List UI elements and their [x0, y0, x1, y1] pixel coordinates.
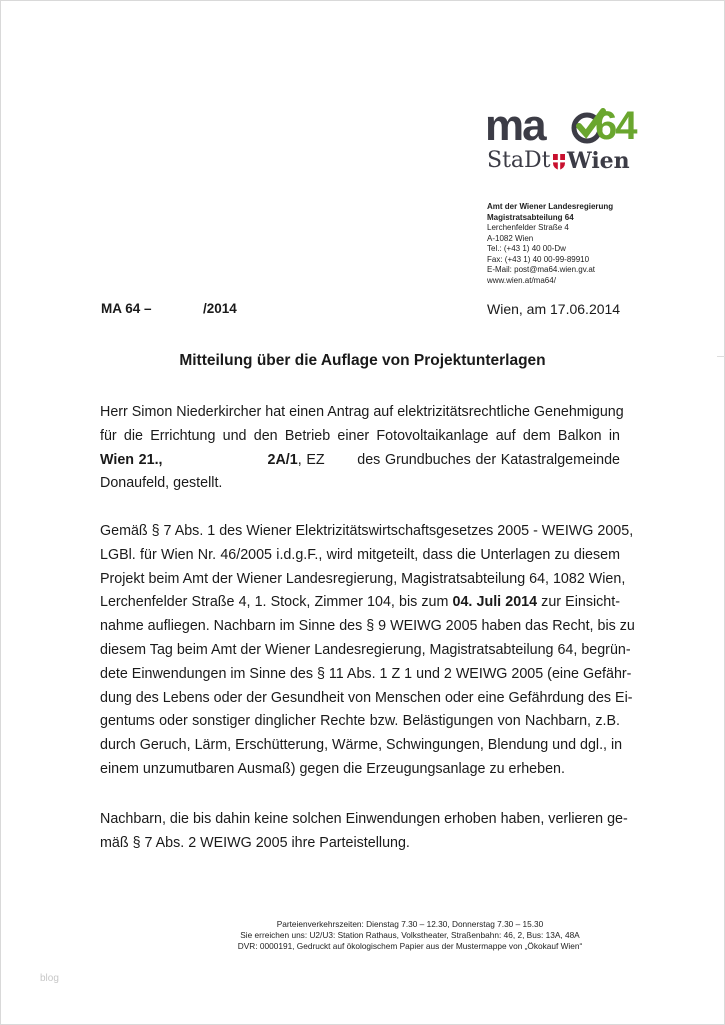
text-line: diesem Tag beim Amt der Wiener Landesregierung, Magistratsabteilung 64, begrün- — [100, 641, 631, 658]
reference-year: /2014 — [203, 301, 237, 316]
paragraph-application — [100, 401, 624, 496]
website-line: www.wien.at/ma64/ — [487, 275, 556, 285]
letter-date: Wien, am 17.06.2014 — [487, 301, 621, 317]
logo-stadt-text: StaDt — [487, 148, 551, 173]
text-line: Gemäß § 7 Abs. 1 des Wiener Elektrizitätswirtschaftsgesetzes 2005 - WEIWG 2005, — [100, 523, 634, 539]
ma64-logo — [485, 101, 636, 176]
logo-number-text: 64 — [595, 104, 636, 148]
land-register-text: des Grundbuches der Katastralgemeinde — [357, 451, 620, 468]
text-line: mäß § 7 Abs. 2 WEIWG 2005 ihre Parteistellung. — [100, 834, 410, 851]
watermark: blog — [40, 973, 59, 984]
text-line: für die Errichtung und den Betrieb einer Fotovoltaikanlage auf dem Balkon in — [100, 427, 620, 444]
text-line-address — [100, 449, 620, 473]
reference-number: MA 64 – — [101, 301, 152, 316]
text-line: LGBl. für Wien Nr. 46/2005 i.d.g.F., wird mitgeteilt, dass die Unterlagen zu diesem — [100, 546, 620, 563]
text-line: Projekt beim Amt der Wiener Landesregierung, Magistratsabteilung 64, 1082 Wien, — [100, 570, 626, 587]
dvr-info: DVR: 0000191, Gedruckt auf ökologischem Papier aus der Mustermappe von „Ökokauf Wien“ — [237, 941, 583, 952]
deadline-suffix: zur Einsicht- — [537, 594, 620, 611]
office-hours: Parteienverkehrszeiten: Dienstag 7.30 – 12.30, Donnerstag 7.30 – 15.30 — [276, 919, 544, 929]
text-line: dung des Lebens oder der Gesundheit von Menschen oder eine Gefährdung des Ei- — [100, 689, 633, 706]
paragraph-notice — [100, 520, 635, 782]
text-line: dete Einwendungen im Sinne des § 11 Abs. 1 Z 1 und 2 WEIWG 2005 (eine Gefähr- — [100, 665, 632, 682]
text-line: Donaufeld, gestellt. — [100, 475, 223, 492]
door-number-text: 2A/1 — [267, 451, 298, 468]
logo-ma-text: ma — [485, 101, 545, 150]
phone-line: Tel.: (+43 1) 40 00-Dw — [487, 244, 566, 253]
text-line: Nachbarn, die bis dahin keine solchen Einwendungen erhoben haben, verlieren ge- — [100, 811, 628, 827]
text-line: einem unzumutbaren Ausmaß) gegen die Erzeugungsanlage zu erheben. — [100, 760, 565, 777]
text-line: durch Geruch, Lärm, Erschütterung, Wärme, Schwingungen, Blendung und dgl., in — [100, 737, 623, 754]
footer — [150, 919, 670, 953]
vienna-shield-icon — [553, 154, 565, 170]
address-line: A-1082 Wien — [487, 233, 534, 243]
text-line: gentums oder sonstiger dinglicher Rechte bzw. Belästigungen von Nachbarn, z.B. — [100, 713, 620, 730]
text-line: Herr Simon Niederkircher hat einen Antrag auf elektrizitätsrechtliche Genehmigung — [100, 404, 624, 420]
text-line-deadline — [100, 591, 620, 615]
address-line: Amt der Wiener Landesregierung — [487, 202, 614, 211]
district-text: Wien 21., — [100, 451, 163, 468]
fax-line: Fax: (+43 1) 40 00-99-89910 — [487, 254, 590, 264]
document-title: Mitteilung über die Auflage von Projektunterlagen — [179, 352, 546, 369]
text-line: nahme aufliegen. Nachbarn im Sinne des § 9 WEIWG 2005 haben das Recht, bis zu — [100, 618, 635, 635]
logo-wien-text: Wien — [567, 148, 630, 174]
paragraph-party-status — [100, 808, 628, 856]
deadline-date: 04. Juli 2014 — [452, 594, 538, 611]
email-line: E-Mail: post@ma64.wien.gv.at — [487, 265, 596, 274]
address-line: Magistratsabteilung 64 — [487, 212, 574, 222]
address-line: Lerchenfelder Straße 4 — [487, 223, 569, 232]
address-block — [487, 202, 613, 286]
deadline-prefix: Lerchenfelder Straße 4, 1. Stock, Zimmer 104, bis zum — [100, 594, 453, 611]
ez-text: , EZ — [297, 451, 325, 468]
transport-info: Sie erreichen uns: U2/U3: Station Rathaus, Volkstheater, Straßenbahn: 46, 2, Bus: 13A, 48A — [240, 930, 580, 941]
